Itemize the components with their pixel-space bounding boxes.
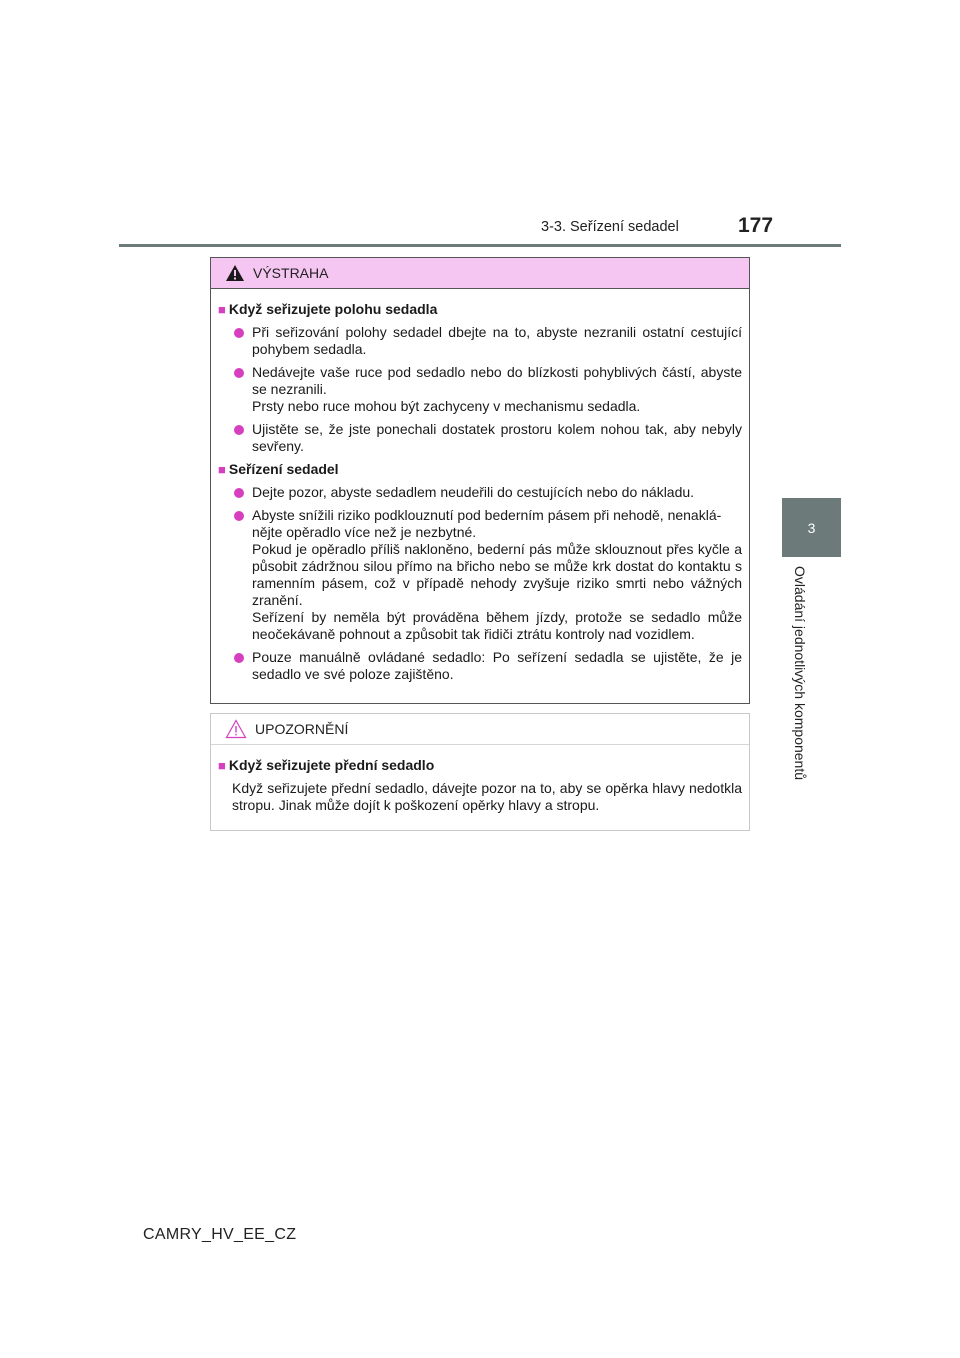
bullet-dot-icon: [234, 368, 244, 378]
square-bullet-icon: ■: [218, 462, 226, 477]
warning-box: [210, 257, 750, 704]
header-rule: [119, 244, 841, 247]
caution-triangle-icon: [225, 719, 247, 739]
warning-content: [211, 289, 749, 683]
section-title: 3-3. Seřízení sedadel: [541, 219, 679, 235]
bullet-dot-icon: [234, 488, 244, 498]
square-bullet-icon: ■: [218, 302, 226, 317]
chapter-tab: [782, 498, 841, 557]
bullet-dot-icon: [234, 511, 244, 521]
caution-label: UPOZORNĚNÍ: [255, 721, 349, 737]
caution-text: Když seřizujete přední sedadlo, dávejte pozor na to, aby se opěrka hlavy nedotkla stropu. Jinak může dojít k poškození opěrky hlavy a stropu.: [232, 780, 742, 813]
list-item: Při seřizování polohy sedadel dbejte na to, abyste nezranili ostatní cestující pohybem sedadla.: [218, 324, 742, 358]
list-item: Ujistěte se, že jste ponechali dostatek prostoru kolem nohou tak, aby nebyly sevřeny.: [218, 421, 742, 455]
warning-heading-2: ■ Seřízení sedadel: [218, 461, 339, 477]
bullet-dot-icon: [234, 328, 244, 338]
caution-heading: ■ Když seřizujete přední sedadlo: [218, 757, 435, 773]
list-item: Nedávejte vaše ruce pod sedadlo nebo do blízkosti pohyblivých částí, abyste se nezranili. Prsty nebo ruce mohou být zachyceny v mechanismu sedadla.: [218, 364, 742, 415]
bullet-dot-icon: [234, 425, 244, 435]
warning-heading-1: ■ Když seřizujete polohu sedadla: [218, 301, 438, 317]
caution-box: [210, 713, 750, 831]
list-item: Abyste snížili riziko podklouznutí pod bederním pásem při nehodě, nenaklá- nějte opěradlo více než je nezbytné. Pokud je opěradlo příliš nakloněno, bederní pás může sklouznout přes kyčle a působit zádržnou silou přímo na břicho nebo se může krk dostat do kontaktu s ramenním pásem, což v případě nehody zvyšuje riziko smrti nebo vážných zranění. Seřízení by neměla být prováděna během jízdy, protože se sedadlo může neočekávaně pohnout a způsobit tak řidiči ztrátu kontroly nad vozidlem.: [218, 507, 742, 643]
warning-triangle-icon: [225, 264, 245, 282]
list-item: Pouze manuálně ovládané sedadlo: Po seřízení sedadla se ujistěte, že je sedadlo ve své poloze zajištěno.: [218, 649, 742, 683]
caution-header: [211, 714, 749, 745]
caution-content: [211, 745, 749, 814]
warning-header: [211, 258, 749, 289]
list-item: Dejte pozor, abyste sedadlem neudeřili do cestujících nebo do nákladu.: [218, 484, 742, 501]
bullet-dot-icon: [234, 653, 244, 663]
page-number: 177: [738, 214, 774, 237]
document-code: CAMRY_HV_EE_CZ: [143, 1226, 297, 1243]
square-bullet-icon: ■: [218, 758, 226, 773]
chapter-tab-number: 3: [807, 519, 816, 536]
warning-label: VÝSTRAHA: [253, 265, 329, 281]
chapter-title: Ovládání jednotlivých komponentů: [792, 566, 808, 781]
